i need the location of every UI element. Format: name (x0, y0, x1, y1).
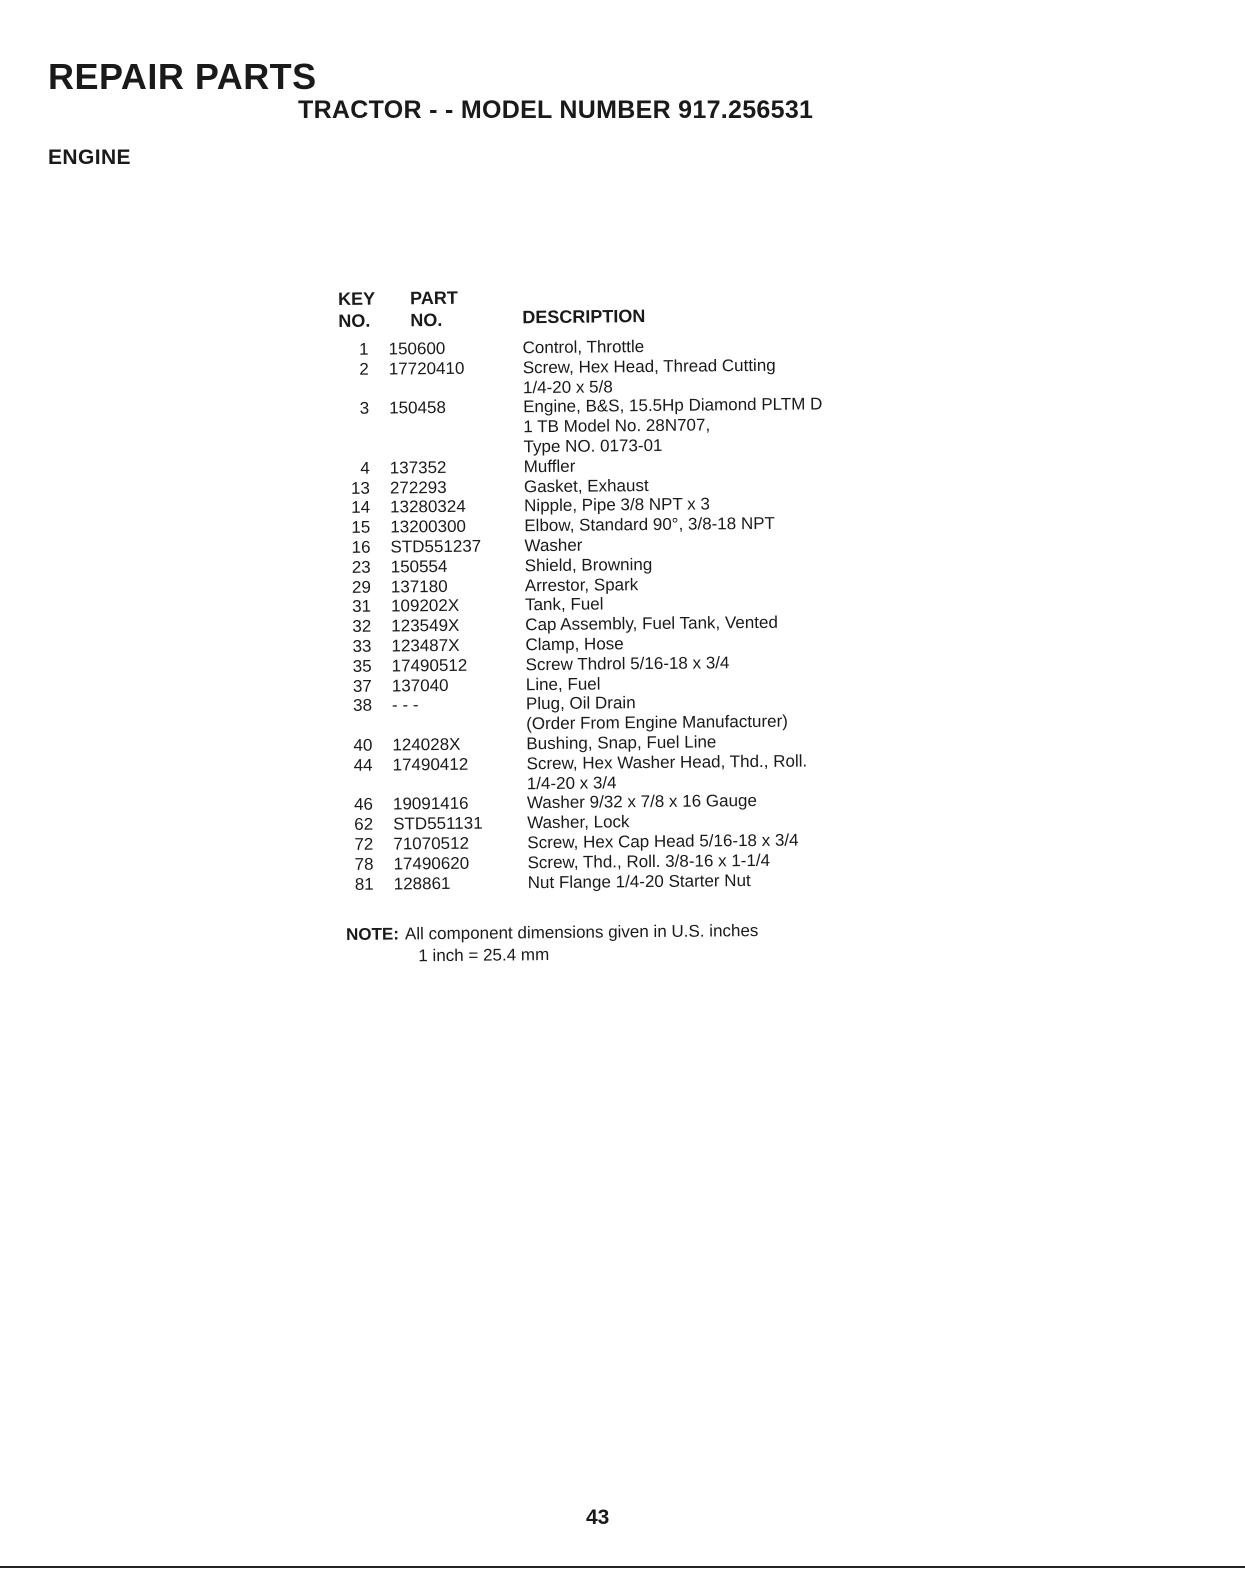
description-line: Tank, Fuel (524, 594, 604, 615)
description-line: Bushing, Snap, Fuel Line (526, 732, 717, 754)
description-line: Muffler (523, 456, 576, 476)
key-number: 35 (352, 656, 372, 676)
part-number: 137180 (390, 576, 448, 597)
key-number: 23 (351, 557, 371, 577)
part-number: 272293 (389, 477, 447, 498)
key-number: 38 (352, 696, 373, 716)
part-number: 123487X (391, 635, 460, 656)
part-number: STD551131 (393, 813, 483, 834)
key-number: 78 (354, 854, 374, 874)
part-number: 13280324 (390, 497, 466, 517)
part-number: 137040 (391, 675, 449, 696)
note-line2: 1 inch = 25.4 mm (418, 945, 550, 966)
part-number: 128861 (393, 873, 451, 893)
part-number: 150554 (390, 556, 448, 577)
key-number: 72 (354, 834, 374, 854)
table-row (342, 870, 827, 894)
description-line: 1/4-20 x 5/8 (522, 376, 613, 397)
description-line: Screw, Hex Washer Head, Thd., Roll. (526, 751, 808, 773)
model-subtitle: TRACTOR - - MODEL NUMBER 917.256531 (298, 96, 814, 124)
description-line: Nut Flange 1/4-20 Starter Nut (527, 870, 751, 892)
part-number: 150600 (388, 338, 446, 359)
description-line: 1/4-20 x 3/4 (526, 772, 617, 793)
part-number: 13200300 (390, 516, 467, 537)
description-line: Screw, Hex Cap Head 5/16-18 x 3/4 (527, 830, 799, 853)
key-number: 44 (353, 755, 373, 775)
key-number: 81 (354, 874, 374, 894)
page-title: REPAIR PARTS (48, 56, 317, 97)
parts-table-body (336, 335, 827, 894)
description-header: DESCRIPTION (522, 306, 646, 328)
description-line: Elbow, Standard 90°, 3/8-18 NPT (524, 513, 775, 536)
key-number: 29 (351, 577, 371, 597)
key-header-line1: KEY (338, 288, 376, 309)
note-line1: All component dimensions given in U.S. inches (404, 921, 759, 944)
part-number: 71070512 (393, 833, 470, 854)
key-number: 46 (353, 794, 374, 815)
description-line: Arrestor, Spark (524, 574, 639, 595)
description-line: Washer (524, 535, 583, 556)
description-line: Control, Throttle (522, 337, 645, 358)
part-number: 137352 (389, 457, 447, 478)
part-number: 19091416 (392, 794, 469, 814)
key-number: 3 (359, 399, 370, 419)
part-number: 123549X (391, 615, 460, 636)
key-number: 37 (352, 676, 372, 696)
parts-table-header (336, 283, 822, 340)
part-number: 17490620 (393, 853, 470, 874)
description (526, 751, 826, 793)
description (523, 395, 823, 457)
part-number: 17490512 (391, 655, 468, 676)
key-number: 14 (351, 498, 371, 518)
part-number: 17490412 (392, 754, 469, 775)
key-number: 15 (351, 517, 371, 538)
description-line: Cap Assembly, Fuel Tank, Vented (525, 612, 778, 635)
description-line: Washer 9/32 x 7/8 x 16 Gauge (526, 791, 757, 813)
description-line: (Order From Engine Manufacturer) (526, 711, 788, 734)
bottom-rule (0, 1566, 1245, 1568)
key-number: 2 (359, 359, 369, 379)
part-header-line2: NO. (410, 309, 443, 331)
description-line: Screw Thdrol 5/16-18 x 3/4 (525, 652, 730, 674)
part-number: 109202X (390, 596, 460, 616)
description (528, 870, 827, 893)
description-line: Nipple, Pipe 3/8 NPT x 3 (524, 494, 711, 516)
key-header-line2: NO. (338, 310, 371, 331)
key-number: 40 (353, 735, 373, 755)
part-header-line1: PART (410, 287, 458, 309)
key-number: 16 (351, 537, 371, 557)
table-row (337, 355, 823, 399)
description (523, 355, 823, 397)
note-label: NOTE: (346, 924, 400, 944)
table-row (337, 395, 823, 459)
part-number: 17720410 (388, 358, 465, 379)
part-number: 124028X (392, 734, 461, 755)
key-number: 33 (352, 636, 372, 656)
description-line: Line, Fuel (525, 674, 601, 694)
key-number: 1 (359, 339, 369, 359)
key-number: 31 (352, 597, 372, 617)
part-number: 150458 (389, 398, 446, 418)
description-line: Screw, Thd., Roll. 3/8-16 x 1-1/4 (527, 850, 771, 872)
key-number: 62 (354, 814, 374, 834)
section-heading: ENGINE (48, 146, 131, 169)
description-line: Engine, B&S, 15.5Hp Diamond PLTM D (523, 394, 823, 417)
key-number: 13 (350, 478, 371, 498)
description-line: Washer, Lock (527, 812, 630, 833)
parts-table (336, 283, 827, 894)
part-number: - - - (391, 695, 419, 715)
description-line: Screw, Hex Head, Thread Cutting (522, 355, 776, 378)
description-line: Plug, Oil Drain (525, 693, 636, 714)
description (526, 692, 826, 734)
description-line: Clamp, Hose (525, 634, 624, 655)
description-line: Shield, Browning (524, 554, 653, 575)
table-row (340, 692, 826, 736)
description-line: Gasket, Exhaust (523, 475, 649, 496)
key-number: 32 (352, 616, 372, 637)
note (346, 920, 759, 968)
table-row (340, 751, 826, 795)
key-number: 4 (360, 458, 370, 478)
part-number: STD551237 (390, 536, 482, 557)
page-number: 43 (586, 1506, 610, 1529)
description-line: 1 TB Model No. 28N707, (523, 415, 711, 437)
description-line: Type NO. 0173-01 (523, 435, 663, 457)
